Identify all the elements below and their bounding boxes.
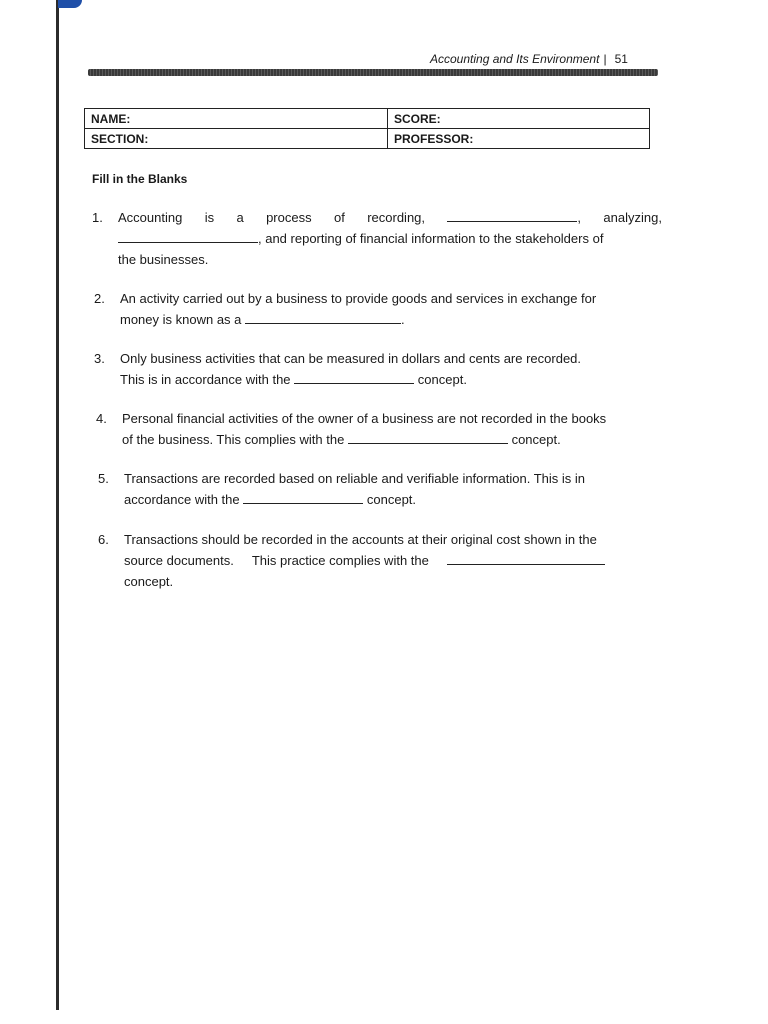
score-cell: SCORE: <box>388 109 650 129</box>
header-rule <box>88 69 658 76</box>
answer-blank[interactable] <box>294 371 414 384</box>
question-text: , and reporting of financial information to the stakeholders of <box>258 231 604 246</box>
question-text: Personal financial activities of the owner of a business are not recorded in the books <box>122 411 607 426</box>
question-text: concept. <box>417 372 467 387</box>
word: is <box>204 210 215 225</box>
answer-blank[interactable] <box>245 311 401 324</box>
answer-blank[interactable] <box>447 209 577 222</box>
word: of <box>333 210 345 225</box>
question-number: 6. <box>98 532 109 547</box>
answer-blank[interactable] <box>348 431 508 444</box>
section-title: Fill in the Blanks <box>92 172 188 186</box>
question-number: 4. <box>96 411 107 426</box>
question-text: Transactions should be recorded in the accounts at their original cost shown in the <box>124 532 597 547</box>
question-text: the businesses. <box>118 252 209 267</box>
question-text: accordance with the <box>124 492 240 507</box>
page-number: 51 <box>614 52 628 66</box>
professor-cell: PROFESSOR: <box>388 129 650 149</box>
question-text: concept. <box>511 432 561 447</box>
answer-blank[interactable] <box>118 230 258 243</box>
binding-edge <box>56 0 59 1010</box>
question-text: An activity carried out by a business to provide goods and services in exchange for <box>120 291 597 306</box>
question-number: 1. <box>92 210 103 225</box>
header-title: Accounting and Its Environment <box>430 52 600 66</box>
name-cell: NAME: <box>85 109 388 129</box>
comma: , <box>577 210 582 225</box>
question-text: concept. <box>124 574 174 589</box>
question-text: This practice complies with the <box>251 553 429 568</box>
question-number: 2. <box>94 291 105 306</box>
word: a <box>236 210 244 225</box>
running-header <box>430 52 628 66</box>
word: analyzing, <box>603 210 662 225</box>
header-separator: | <box>603 52 607 66</box>
answer-blank[interactable] <box>447 552 605 565</box>
answer-blank[interactable] <box>243 491 363 504</box>
word: recording, <box>367 210 426 225</box>
question-text: This is in accordance with the <box>120 372 291 387</box>
question-text: Only business activities that can be measured in dollars and cents are recorded. <box>120 351 582 366</box>
question-text: Transactions are recorded based on reliable and verifiable information. This is in <box>124 471 586 486</box>
student-info-table <box>84 108 650 149</box>
word: process <box>266 210 312 225</box>
period: . <box>401 312 405 327</box>
question-text: money is known as a <box>120 312 242 327</box>
question-text: concept. <box>366 492 417 507</box>
word: Accounting <box>118 210 183 225</box>
corner-tab <box>58 0 82 8</box>
question-text: of the business. This complies with the <box>122 432 345 447</box>
question-number: 3. <box>94 351 105 366</box>
question-text: source documents. <box>124 553 234 568</box>
question-number: 5. <box>98 471 109 486</box>
scan-margin <box>0 0 58 1024</box>
section-cell: SECTION: <box>85 129 388 149</box>
